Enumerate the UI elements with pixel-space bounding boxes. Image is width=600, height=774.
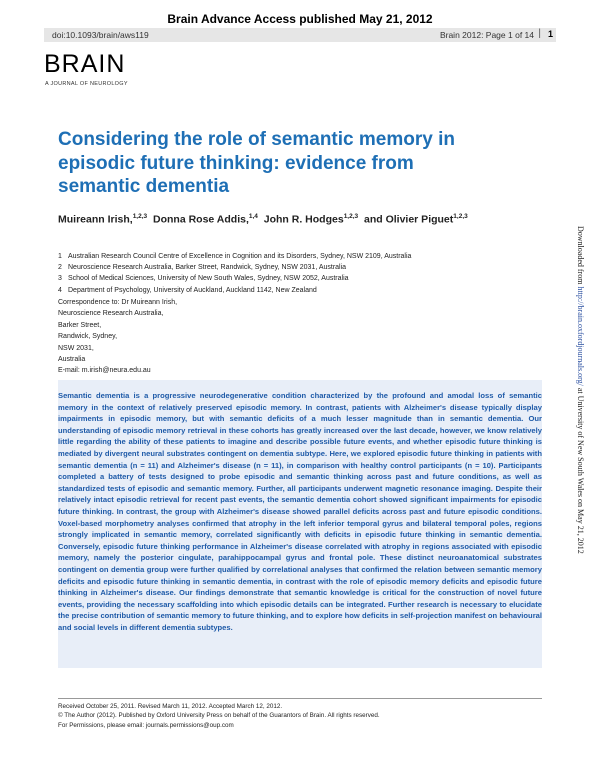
author-name: John R. Hodges <box>263 213 344 226</box>
article-title <box>58 128 528 199</box>
author-name: and Olivier Piguet <box>364 213 454 226</box>
running-header <box>44 28 556 42</box>
abstract-box <box>58 380 542 668</box>
author-name: Donna Rose Addis, <box>153 213 249 226</box>
correspondence-line: Correspondence to: Dr Muireann Irish, <box>58 299 178 306</box>
download-notice <box>576 226 585 554</box>
affiliation-text: Department of Psychology, University of Auckland, Auckland 1142, New Zealand <box>68 286 317 294</box>
author-list <box>58 213 558 226</box>
affiliation-item <box>58 251 411 262</box>
header-separator: | <box>538 28 541 39</box>
download-suffix: at University of New South Wales on May 21, 2012 <box>576 385 585 554</box>
author-affil-marks: 1,2,3 <box>453 213 468 220</box>
affiliation-text: Australian Research Council Centre of Excellence in Cognition and its Disorders, Sydney, NSW 2109, Australia <box>68 253 412 260</box>
correspondence-line: Neuroscience Research Australia, <box>58 310 164 318</box>
affiliation-number: 2 <box>58 264 62 272</box>
page-info: Brain 2012: Page 1 of 14 <box>439 30 534 40</box>
title-line: semantic dementia <box>58 176 230 197</box>
correspondence-block <box>58 297 177 377</box>
page-number: 1 <box>547 29 553 39</box>
title-line: Considering the role of semantic memory in <box>58 129 455 150</box>
journal-tagline: A JOURNAL OF NEUROLOGY <box>45 81 128 87</box>
footer-line: Received October 25, 2011. Revised March 11, 2012. Accepted March 12, 2012. <box>58 703 283 710</box>
correspondence-line: Barker Street, <box>58 321 102 329</box>
author-affil-marks: 1,2,3 <box>343 213 359 220</box>
footer-line: © The Author (2012). Published by Oxford University Press on behalf of the Guarantors of Brain. All rights reserved. <box>58 712 380 720</box>
affiliation-item <box>58 285 411 296</box>
affiliation-item <box>58 273 411 284</box>
author-affil-marks: 1,2,3 <box>132 213 148 220</box>
footer-notes <box>58 702 380 730</box>
affiliation-text: Neuroscience Research Australia, Barker Street, Randwick, Sydney, NSW 2031, Australia <box>68 264 347 272</box>
affiliation-number: 3 <box>58 275 62 283</box>
publication-banner: Brain Advance Access published May 21, 2012 <box>167 12 433 26</box>
author-affil-marks: 1,4 <box>248 213 258 220</box>
correspondence-email[interactable]: E-mail: m.irish@neura.edu.au <box>58 367 151 375</box>
download-prefix: Downloaded from <box>576 226 585 287</box>
affiliation-number: 4 <box>58 286 62 294</box>
author-name: Muireann Irish, <box>58 213 133 226</box>
correspondence-line: Randwick, Sydney, <box>58 333 118 341</box>
download-link[interactable]: http://brain.oxfordjournals.org/ <box>576 286 585 386</box>
correspondence-line: Australia <box>58 356 86 364</box>
abstract-text: Semantic dementia is a progressive neurodegenerative condition characterized by the profound and amodal loss of semantic memory in the context of relatively preserved episodic memory. In contrast, patients with Alzheimer's disease typically display impairments in episodic memory, but with semantic deficits of a much lesser magnitude than in semantic dementia. Our understanding of episodic memory retrieval in these cohorts has greatly increased over the last decade, however, we know relatively little regarding the ability of these patients to imagine and describe possible future events, and whether episodic future thinking is mediated by divergent neural substrates contingent on dementia subtype. Here, we explored episodic future thinking in patients with semantic dementia (n = 11) and Alzheimer's disease (n = 11), in comparison with healthy control participants (n = 10). Participants completed a battery of tests designed to probe episodic and semantic thinking across past and future conditions, as well as standardized tests of episodic and semantic memory. Further, all participants underwent magnetic resonance imaging. Despite their relatively intact episodic retrieval for recent past events, the semantic dementia cohort showed significant impairments for episodic future thinking. In contrast, the group with Alzheimer's disease showed parallel deficits across past and future episodic conditions. Voxel-based morphometry analyses confirmed that atrophy in the left inferior temporal gyrus and bilateral temporal poles, regions strongly implicated in semantic memory, correlated significantly with deficits in episodic future thinking in semantic dementia. Conversely, episodic future thinking performance in Alzheimer's disease correlated with atrophy in regions associated with episodic memory, namely the posterior cingulate, parahippocampal gyrus and frontal pole. These distinct neuroanatomical substrates contingent on dementia group were further qualified by correlational analyses that confirmed the relation between semantic memory deficits and episodic future thinking in semantic dementia, in contrast with the role of episodic memory deficits and episodic future thinking in Alzheimer's disease. Our findings demonstrate that semantic knowledge is critical for the construction of novel future events, providing the necessary scaffolding into which episodic details can be integrated. Further research is necessary to elucidate the precise contribution of semantic memory to future thinking, and to explore how deficits in self-projection manifest on behavioural and social levels in different dementia subtypes. <box>58 391 542 632</box>
affiliations <box>58 251 411 296</box>
title-line: episodic future thinking: evidence from <box>58 152 414 174</box>
doi-text[interactable]: doi:10.1093/brain/aws119 <box>52 30 149 40</box>
correspondence-line: NSW 2031, <box>58 344 94 352</box>
journal-logo: BRAIN <box>44 50 126 78</box>
footer-divider <box>58 698 542 699</box>
affiliation-text: School of Medical Sciences, University of New South Wales, Sydney, NSW 2052, Australia <box>68 275 349 283</box>
footer-line[interactable]: For Permissions, please email: journals.permissions@oup.com <box>58 721 234 729</box>
affiliation-item <box>58 262 411 273</box>
affiliation-number: 1 <box>58 253 62 260</box>
